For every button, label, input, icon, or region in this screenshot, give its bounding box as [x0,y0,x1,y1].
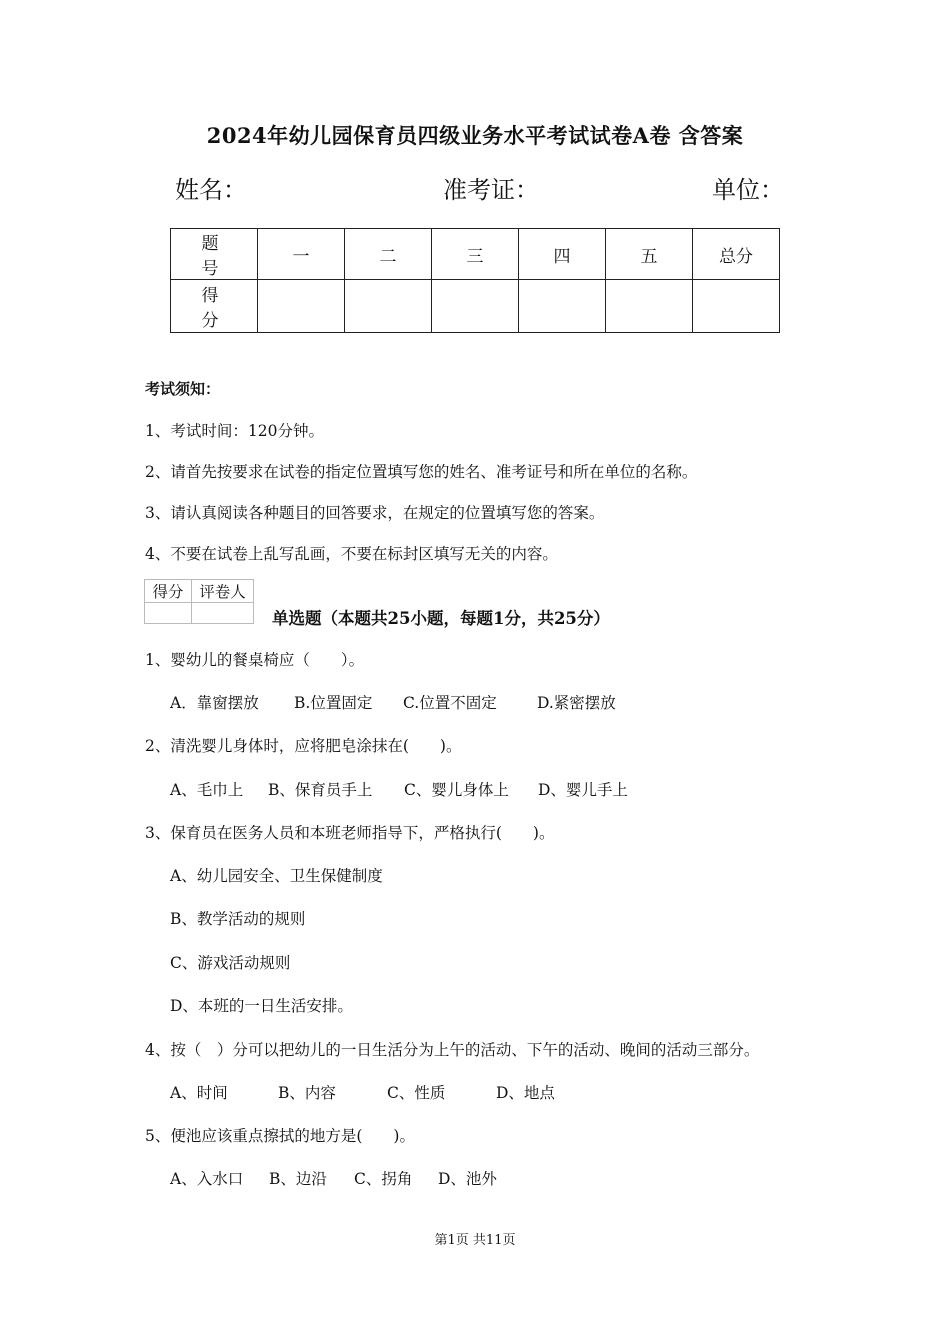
score-cell[interactable] [519,280,606,333]
section-heading: 单选题（本题共25小题，每题1分，共25分） [272,609,610,628]
option: C、婴儿身体上 [404,781,509,799]
option: D、婴儿手上 [538,781,628,799]
score-cell[interactable] [693,280,780,333]
notice-item: 4、不要在试卷上乱写乱画，不要在标封区填写无关的内容。 [145,545,558,563]
option: D、池外 [438,1170,497,1188]
score-table-header: 三 [432,229,519,280]
option: B.位置固定 [294,694,373,712]
question-options [170,691,616,713]
option: C.位置不固定 [403,694,497,712]
question-stem: 1、婴幼儿的餐桌椅应（ ）。 [145,651,365,669]
question-options [170,778,628,800]
name-label: 姓名： [175,176,247,204]
option: B、边沿 [269,1170,327,1188]
question-option: C、游戏活动规则 [170,954,291,972]
notice-item: 3、请认真阅读各种题目的回答要求，在规定的位置填写您的答案。 [145,504,605,522]
score-table-score-row [171,280,780,333]
score-table-header: 一 [258,229,345,280]
question-stem: 3、保育员在医务人员和本班老师指导下，严格执行( )。 [145,824,555,842]
notice-item: 2、请首先按要求在试卷的指定位置填写您的姓名、准考证号和所在单位的名称。 [145,463,698,481]
score-cell[interactable] [432,280,519,333]
option: C、性质 [387,1084,446,1102]
question-option: D、本班的一日生活安排。 [170,997,353,1015]
question-stem: 2、清洗婴儿身体时，应将肥皂涂抹在( )。 [145,737,462,755]
score-cell[interactable] [258,280,345,333]
notice-item: 1、考试时间：120分钟。 [145,422,324,440]
option: D.紧密摆放 [537,694,616,712]
question-stem: 5、便池应该重点擦拭的地方是( )。 [145,1127,415,1145]
option: D、地点 [496,1084,555,1102]
score-table-header-row [171,229,780,280]
score-cell[interactable] [606,280,693,333]
exam-id-label: 准考证： [443,176,539,204]
notice-heading: 考试须知： [145,380,221,398]
grader-box [144,579,254,624]
score-table-header: 二 [345,229,432,280]
option: A、入水口 [170,1170,244,1188]
option: B、保育员手上 [268,781,373,799]
question-option: A、幼儿园安全、卫生保健制度 [170,867,383,885]
option: B、内容 [278,1084,336,1102]
question-option: B、教学活动的规则 [170,910,306,928]
option: C、拐角 [354,1170,413,1188]
score-cell[interactable] [345,280,432,333]
grader-name-cell[interactable] [192,603,254,624]
question-options [170,1081,555,1103]
exam-title: 2024年幼儿园保育员四级业务水平考试试卷A卷 含答案 [206,123,744,148]
score-table-header: 四 [519,229,606,280]
page-footer: 第1页 共11页 [434,1233,516,1248]
grader-name-label: 评卷人 [192,580,254,603]
grader-score-label: 得分 [145,580,192,603]
score-table-header: 总分 [693,229,780,280]
question-options [170,1167,497,1189]
question-stem: 4、按（ ）分可以把幼儿的一日生活分为上午的活动、下午的活动、晚间的活动三部分。 [145,1041,760,1059]
candidate-info-row [175,170,784,204]
unit-label: 单位： [712,176,784,204]
option: A、毛巾上 [170,781,244,799]
question-number-label: 题 号 [171,229,258,280]
score-table-header: 五 [606,229,693,280]
score-label: 得 分 [171,280,258,333]
score-table [170,228,780,333]
option: A．靠窗摆放 [170,694,259,712]
option: A、时间 [170,1084,228,1102]
grader-score-cell[interactable] [145,603,192,624]
